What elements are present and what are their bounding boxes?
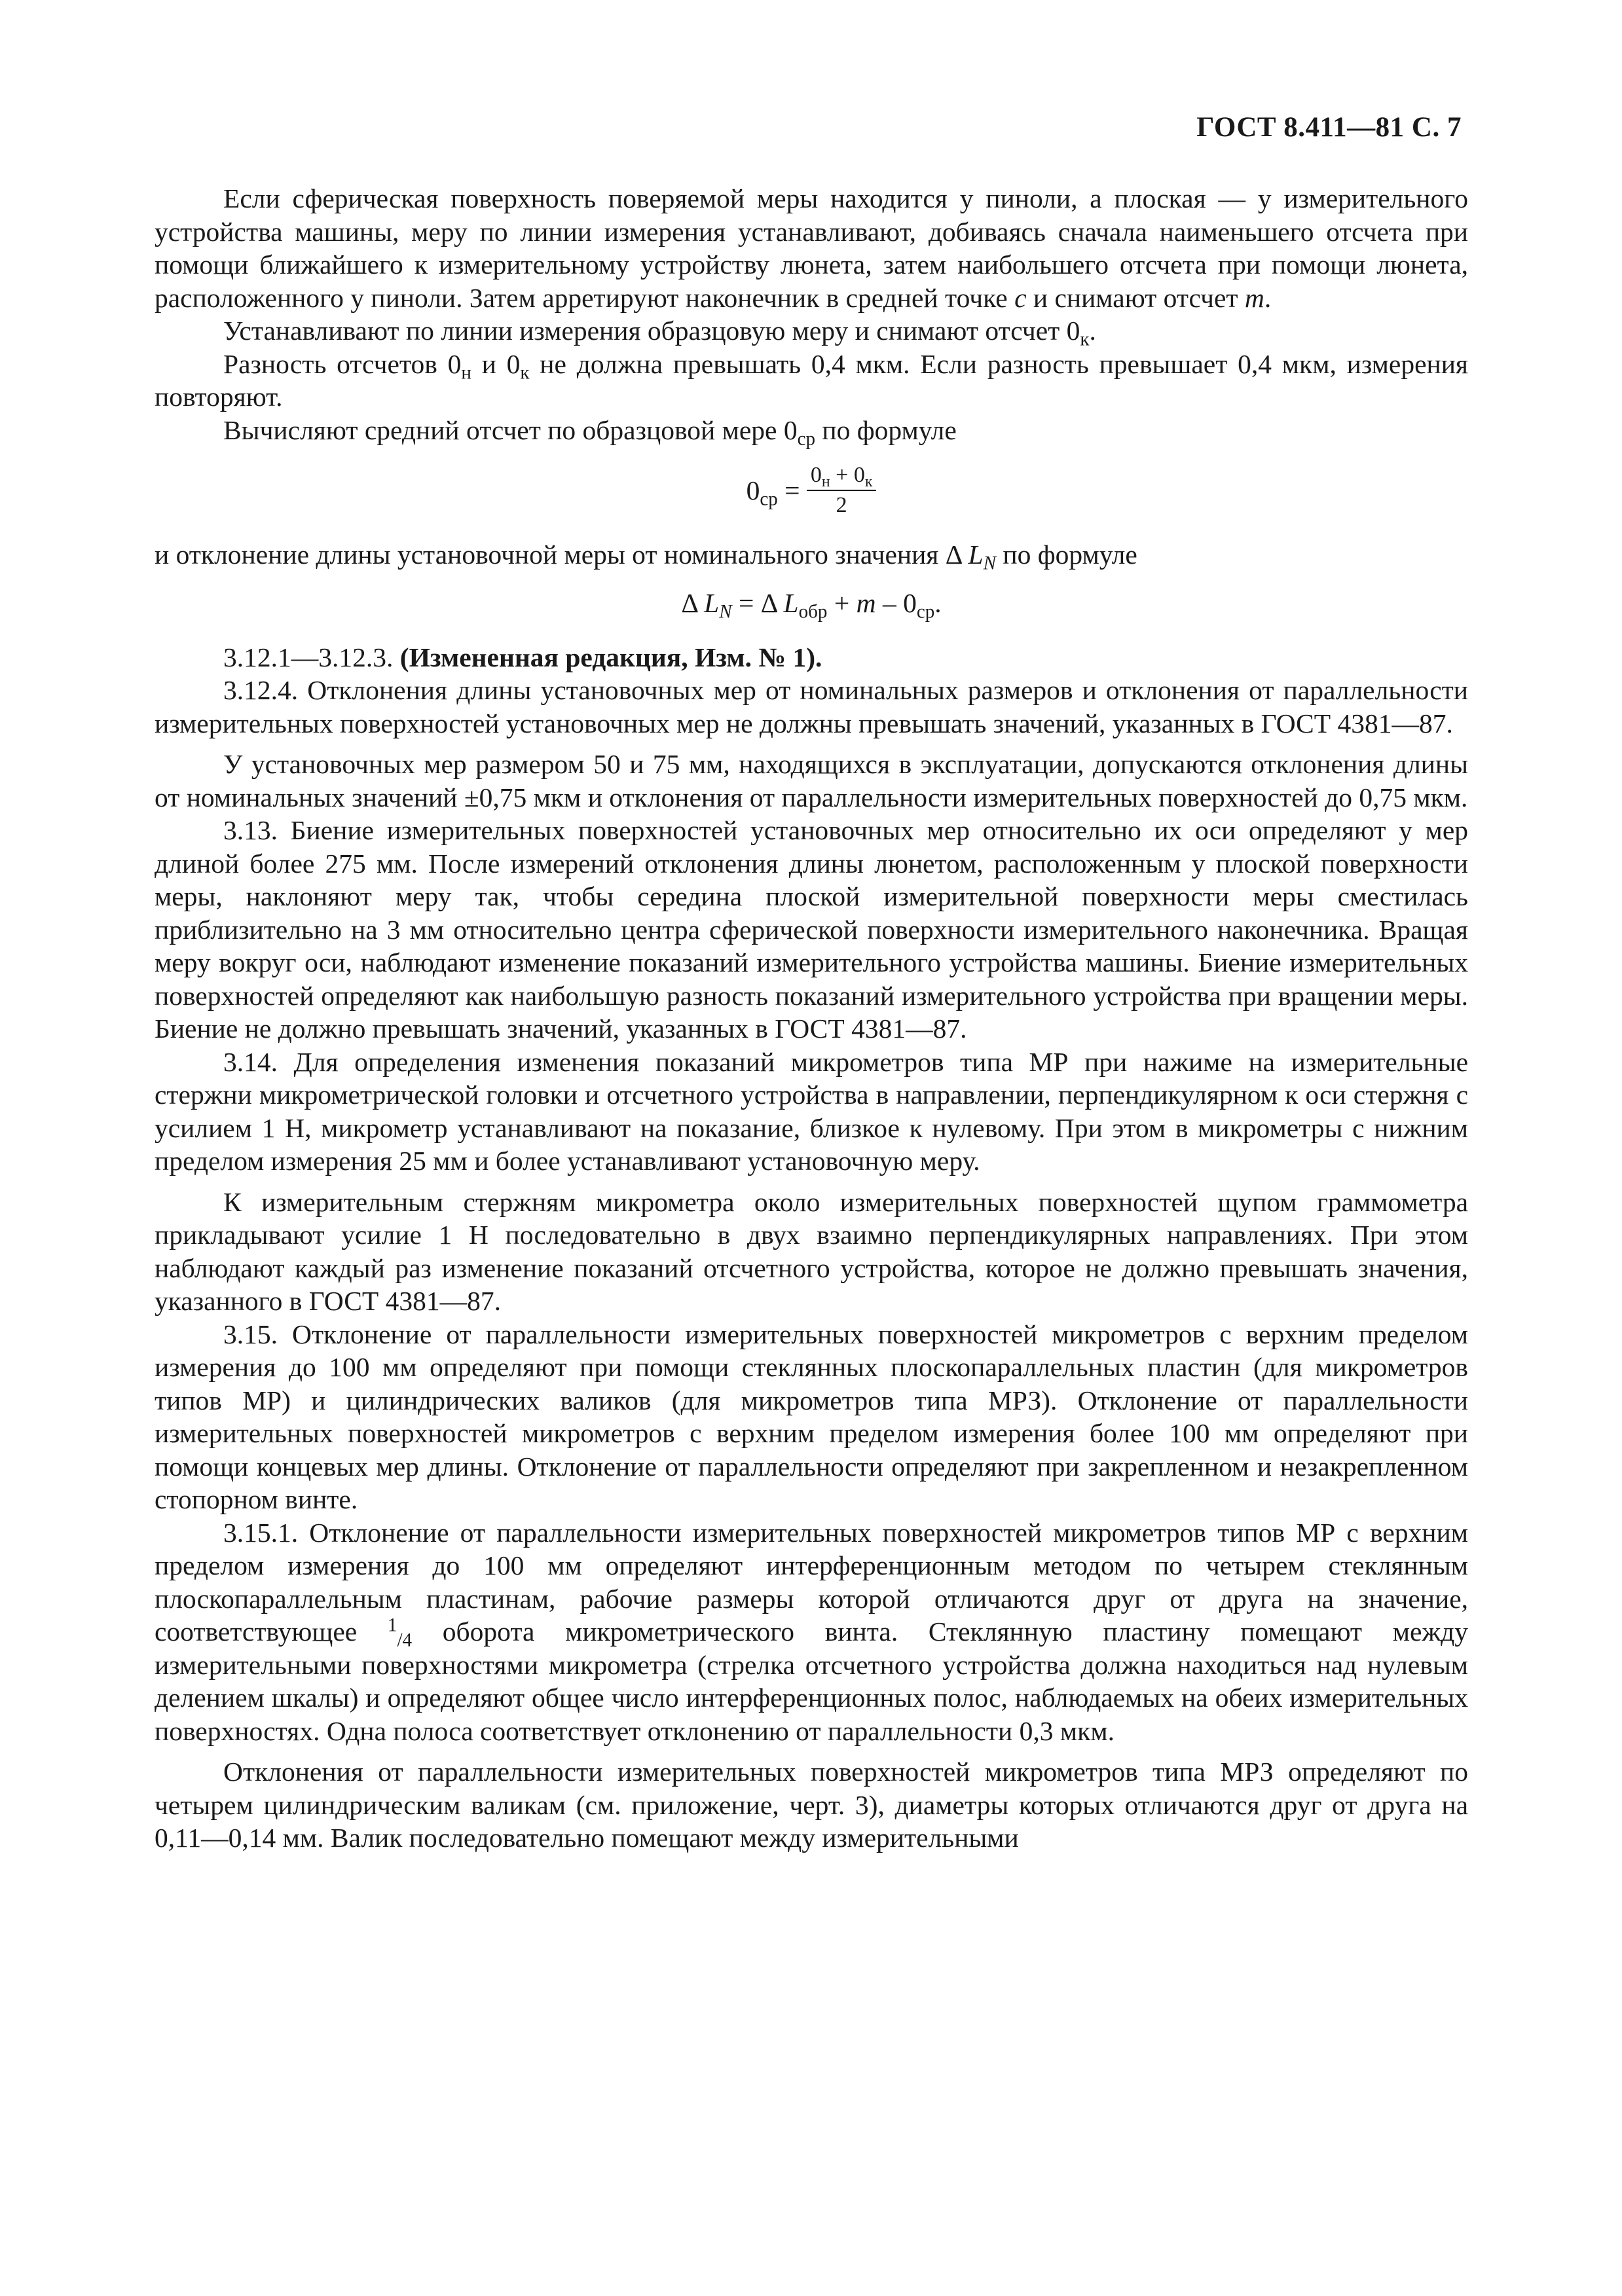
fraction: $\frac{0_н + 0_к}{2}$ xyxy=(807,462,877,519)
paragraph: Разность отсчетов $0_н$ и $0_к$ не должна превышать 0,4 мкм. Если разность превышает 0,4 мкм, измерения повторяют. xyxy=(155,348,1469,412)
document-body xyxy=(155,182,1468,1855)
paragraph: 3.12.4. Отклонения длины установочных мер от номинальных размеров и отклонения от параллельности измерительных поверхностей установочных мер не должны превышать значений, указанных в ГОСТ 4381—87. xyxy=(155,675,1468,738)
paragraph: К измерительным стержням микрометра около измерительных поверхностей щупом граммометра прикладывают усилие 1 Н последовательно в двух взаимно перпендикулярных направлениях. При этом наблюдают каждый раз изменение показаний отсчетного устройства, которое не должно превышать значения, указанного в ГОСТ 4381—87. xyxy=(155,1186,1468,1316)
paragraph: 3.13. Биение измерительных поверхностей установочных мер относительно их оси определяют у мер длиной более 275 мм. После измерений отклонения длины люнетом, расположенным у плоской поверхности меры, наклоняют меру так, чтобы середина плоской измерительной поверхности меры сместилась приблизительно на 3 мм относительно центра сферической поверхности измерительного наконечника. Вращая меру вокруг оси, наблюдают изменение показаний измерительного устройства машины. Биение измерительных поверхностей определяют как наибольшую разность показаний измерительного устройства при вращении меры. Биение не должно превышать значений, указанных в ГОСТ 4381—87. xyxy=(155,815,1468,1044)
paragraph: Если сферическая поверхность поверяемой меры находится у пиноли, а плоская — у измерительного устройства машины, меру по линии измерения устанавливают, добиваясь сначала наименьшего отсчета при помощи ближайшего к измерительному устройству люнета, затем наибольшего отсчета при помощи люнета, расположенного у пиноли. Затем арретируют наконечник в средней точке c и снимают отсчет m. xyxy=(155,183,1468,313)
paragraph: Вычисляют средний отсчет по образцовой мере $0_{ср}$ по формуле xyxy=(223,414,957,450)
paragraph: Устанавливают по линии измерения образцовую меру и снимают отсчет $0_к$. xyxy=(223,316,1096,350)
paragraph-amendment: 3.12.1—3.12.3. (Измененная редакция, Изм. № 1). xyxy=(223,642,822,672)
paragraph: 3.15.1. Отклонение от параллельности измерительных поверхностей микрометров типов МР с верхним пределом измерения до 100 мм определяют интерференционным методом по четырем стеклянным плоскопараллельным пластинам, рабочие размеры которой отличаются друг от друга на значение, соответствующее $^1_{/4}$ оборота микрометрического винта. Стеклянную пластину помещают между измерительными поверхностями микрометра (стрелка отсчетного устройства должна находиться над нулевым делением шкалы) и определяют общее число интерференционных полос, наблюдаемых на обеих измерительных поверхностях. Одна полоса соответствует отклонению от параллельности 0,3 мкм. xyxy=(155,1517,1468,1746)
paragraph: Отклонения от параллельности измерительных поверхностей микрометров типа МРЗ определяют по четырем цилиндрическим валикам (см. приложение, черт. 3), диаметры которых отличаются друг от друга на 0,11—0,14 мм. Валик последовательно помещают между измерительными xyxy=(155,1757,1468,1853)
paragraph: У установочных мер размером 50 и 75 мм, находящихся в эксплуатации, допускаются отклонения длины от номинальных значений ±0,75 мкм и отклонения от параллельности измерительных поверхностей до 0,75 мкм. xyxy=(155,749,1468,812)
page-header: ГОСТ 8.411—81 С. 7 xyxy=(1196,112,1462,143)
paragraph: 3.14. Для определения изменения показаний микрометров типа МР при нажиме на измерительные стержни микрометрической головки и отсчетного устройства в направлении, перпендикулярном к оси стержня с усилием 1 Н, микрометр устанавливают на показание, близкое к нулевому. При этом в микрометры с нижним пределом измерения 25 мм и более устанавливают установочную меру. xyxy=(155,1046,1468,1176)
formula-deviation: Δ $L_N = \Delta$ $L_{обр} + m - 0_{ср}$. xyxy=(681,587,942,623)
formula-mean-reading: $0_{ср}$ = $\frac{0_н + 0_к}{2}$ xyxy=(155,462,1468,525)
paragraph: и отклонение длины установочной меры от номинального значения Δ $L_N$ по формуле xyxy=(155,539,1137,574)
paragraph: 3.15. Отклонение от параллельности измерительных поверхностей микрометров с верхним пределом измерения до 100 мм определяют при помощи стеклянных плоскопараллельных пластин (для микрометров типов МР) и цилиндрических валиков (для микрометров типа МРЗ). Отклонение от параллельности измерительных поверхностей микрометров с верхним пределом измерения более 100 мм определяют при помощи концевых мер длины. Отклонение от параллельности определяют при закрепленном и незакрепленном стопорном винте. xyxy=(155,1319,1468,1514)
